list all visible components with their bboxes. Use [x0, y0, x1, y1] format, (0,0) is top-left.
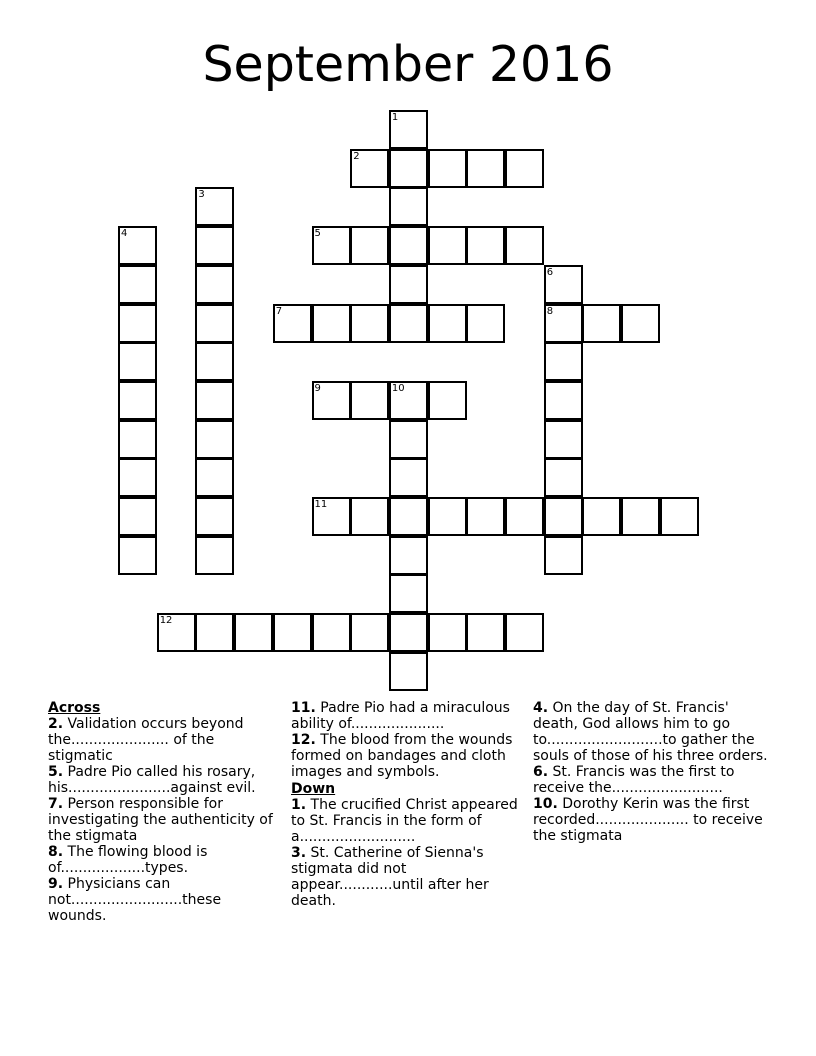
grid-cell[interactable]: [350, 497, 389, 536]
grid-cell[interactable]: [389, 304, 428, 343]
clue-item: [48, 844, 273, 876]
grid-cell[interactable]: [350, 381, 389, 420]
clue-number: 10: [391, 382, 405, 394]
grid-cell[interactable]: [389, 458, 428, 497]
clue-item-text: St. Catherine of Sienna's stigmata did not appear............until after her death.: [291, 845, 489, 909]
grid-cell[interactable]: [621, 497, 660, 536]
grid-cell[interactable]: [118, 226, 157, 265]
grid-cell[interactable]: [118, 420, 157, 459]
grid-cell[interactable]: [195, 226, 234, 265]
grid-cell[interactable]: [389, 265, 428, 304]
grid-cell[interactable]: [118, 497, 157, 536]
clue-number: 8: [546, 305, 554, 317]
grid-cell[interactable]: [118, 265, 157, 304]
clue-item: [533, 796, 768, 844]
clue-item: [48, 876, 273, 924]
clue-item-number: 3.: [291, 845, 307, 861]
clue-item: [48, 764, 273, 796]
clue-item-text: The blood from the wounds formed on bandages and cloth images and symbols.: [291, 732, 513, 780]
clue-item-text: Padre Pio had a miraculous ability of.....................: [291, 700, 510, 732]
grid-cell[interactable]: [118, 536, 157, 575]
clue-item-number: 2.: [48, 716, 64, 732]
grid-cell[interactable]: [312, 381, 351, 420]
down-heading: Down: [291, 781, 336, 797]
grid-cell[interactable]: [350, 226, 389, 265]
grid-cell[interactable]: [582, 304, 621, 343]
grid-cell[interactable]: [428, 613, 467, 652]
grid-cell[interactable]: [660, 497, 699, 536]
clue-item-number: 11.: [291, 700, 316, 716]
clue-number: 2: [353, 150, 360, 162]
clue-item-text: St. Francis was the first to receive the.........................: [533, 764, 735, 796]
clue-item: [291, 797, 521, 845]
grid-cell[interactable]: [544, 458, 583, 497]
clues-column-3: [533, 700, 768, 844]
grid-cell[interactable]: [428, 381, 467, 420]
grid-cell[interactable]: [544, 497, 583, 536]
grid-cell[interactable]: [195, 497, 234, 536]
clue-item-text: Validation occurs beyond the...................... of the stigmatic: [48, 716, 244, 764]
clue-item-number: 12.: [291, 732, 316, 748]
grid-cell[interactable]: [389, 613, 428, 652]
clues-column-2: [291, 700, 521, 909]
grid-cell[interactable]: [118, 304, 157, 343]
clue-item: [291, 732, 521, 780]
clue-item: [291, 700, 521, 732]
clue-number: 7: [275, 305, 283, 317]
clue-item-text: Physicians can not.........................these wounds.: [48, 876, 222, 924]
grid-cell[interactable]: [389, 110, 428, 149]
clue-number: 1: [391, 112, 399, 123]
across-clue-list-continued: [291, 700, 521, 780]
grid-cell[interactable]: [466, 304, 505, 343]
clue-item-text: Dorothy Kerin was the first recorded..................... to receive the stigmata: [533, 796, 763, 844]
grid-cell[interactable]: [466, 226, 505, 265]
grid-cell[interactable]: [273, 613, 312, 652]
grid-cell[interactable]: [544, 304, 583, 343]
grid-cell[interactable]: [389, 652, 428, 691]
clue-item-number: 6.: [533, 764, 549, 780]
grid-cell[interactable]: [389, 497, 428, 536]
clues-column-1: [48, 700, 273, 924]
down-clue-list: [291, 797, 521, 909]
clue-number: 11: [314, 499, 328, 510]
grid-cell[interactable]: [621, 304, 660, 343]
clue-item-text: The crucified Christ appeared to St. Francis in the form of a..........................: [291, 797, 518, 845]
grid-cell[interactable]: [389, 381, 428, 420]
grid-cell[interactable]: [312, 226, 351, 265]
grid-cell[interactable]: [544, 420, 583, 459]
grid-cell[interactable]: [428, 304, 467, 343]
clue-number: 12: [159, 615, 173, 627]
grid-cell[interactable]: [544, 381, 583, 420]
grid-cell[interactable]: [195, 536, 234, 575]
clue-number: 6: [546, 266, 554, 278]
grid-cell[interactable]: [389, 420, 428, 459]
grid-cell[interactable]: [195, 613, 234, 652]
grid-cell[interactable]: [195, 420, 234, 459]
clue-item: [533, 764, 768, 796]
grid-cell[interactable]: [544, 342, 583, 381]
clue-item-number: 10.: [533, 796, 558, 812]
clue-item-number: 1.: [291, 797, 307, 813]
grid-cell[interactable]: [195, 381, 234, 420]
clue-item-number: 4.: [533, 700, 549, 716]
clue-item-text: The flowing blood is of...................types.: [48, 844, 208, 876]
clue-item: [48, 716, 273, 764]
across-clue-list: [48, 716, 273, 924]
clue-item-text: On the day of St. Francis' death, God allows him to go to..........................to gather the souls of those of his three orders.: [533, 700, 768, 764]
grid-cell[interactable]: [195, 265, 234, 304]
grid-cell[interactable]: [544, 536, 583, 575]
grid-cell[interactable]: [428, 149, 467, 188]
clue-number: 5: [314, 228, 321, 240]
clue-item: [48, 796, 273, 844]
grid-cell[interactable]: [350, 613, 389, 652]
grid-cell[interactable]: [466, 613, 505, 652]
puzzle-title: September 2016: [202, 36, 614, 93]
clue-item-number: 7.: [48, 796, 64, 812]
grid-cell[interactable]: [389, 149, 428, 188]
clue-item: [291, 845, 521, 909]
grid-cell[interactable]: [544, 265, 583, 304]
grid-cell[interactable]: [389, 187, 428, 226]
clue-number: 4: [121, 228, 128, 240]
grid-cell[interactable]: [195, 304, 234, 343]
grid-cell[interactable]: [118, 342, 157, 381]
grid-cell[interactable]: [389, 574, 428, 613]
clue-item-text: Padre Pio called his rosary, his.......................against evil.: [48, 764, 256, 796]
grid-cell[interactable]: [389, 226, 428, 265]
down-clue-list-continued: [533, 700, 768, 844]
grid-cell[interactable]: [118, 458, 157, 497]
grid-cell[interactable]: [505, 613, 544, 652]
grid-cell[interactable]: [234, 613, 273, 652]
grid-cell[interactable]: [428, 226, 467, 265]
clue-item: [533, 700, 768, 764]
grid-cell[interactable]: [312, 304, 351, 343]
clue-item-number: 5.: [48, 764, 64, 780]
grid-cell[interactable]: [389, 536, 428, 575]
grid-cell[interactable]: [312, 613, 351, 652]
grid-cell[interactable]: [157, 613, 196, 652]
grid-cell[interactable]: [195, 458, 234, 497]
grid-cell[interactable]: [350, 304, 389, 343]
clue-item-text: Person responsible for investigating the authenticity of the stigmata: [48, 796, 273, 844]
clue-item-number: 9.: [48, 876, 64, 892]
grid-cell[interactable]: [273, 304, 312, 343]
clue-number: 9: [314, 382, 321, 394]
grid-cell[interactable]: [582, 497, 621, 536]
clue-number: 3: [198, 189, 205, 201]
grid-cell[interactable]: [466, 497, 505, 536]
grid-cell[interactable]: [505, 497, 544, 536]
grid-cell[interactable]: [195, 342, 234, 381]
grid-cell[interactable]: [505, 149, 544, 188]
grid-cell[interactable]: [195, 187, 234, 226]
grid-cell[interactable]: [312, 497, 351, 536]
grid-cell[interactable]: [505, 226, 544, 265]
grid-cell[interactable]: [466, 149, 505, 188]
grid-cell[interactable]: [428, 497, 467, 536]
clue-item-number: 8.: [48, 844, 64, 860]
grid-cell[interactable]: [118, 381, 157, 420]
grid-cell[interactable]: [350, 149, 389, 188]
across-heading: Across: [48, 700, 101, 716]
